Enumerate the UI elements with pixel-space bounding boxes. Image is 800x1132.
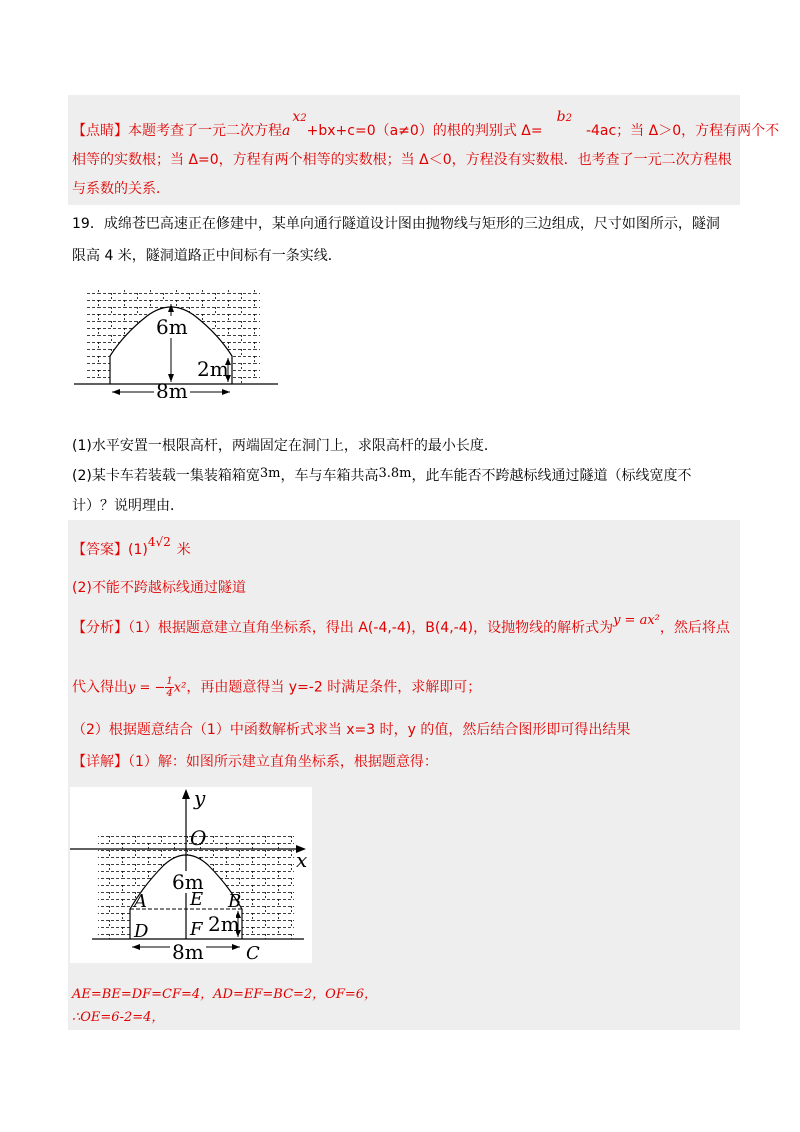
label-8m: 8m	[156, 379, 188, 398]
question-line-1: 19．成绵苍巴高速正在修建中，某单向通行隧道设计图由抛物线与矩形的三边组成，尺寸如图所示，隧洞	[72, 216, 720, 232]
label-6m: 6m	[156, 315, 188, 339]
label-F: F	[190, 919, 203, 940]
question-number: 19．	[72, 216, 104, 232]
label-2m: 2m	[197, 357, 229, 381]
label-O: O	[190, 826, 207, 850]
label-E: E	[190, 889, 204, 910]
tip-line-3: 与系数的关系．	[72, 181, 170, 197]
solution-block	[68, 520, 740, 1030]
label-x: x	[296, 848, 308, 872]
detail-line-3: ∴OE=6-2=4，	[72, 1010, 165, 1025]
detail-tag: 【详解】	[72, 754, 128, 770]
analysis-line-1: 【分析】（1）根据题意建立直角坐标系，得出 A(-4,-4)，B(4,-4)，设抛物线的解析式为y = ax²，然后将点	[72, 613, 730, 636]
label-y: y	[194, 787, 206, 810]
tip-line-2: 相等的实数根；当 Δ=0，方程有两个相等的实数根；当 Δ＜0，方程没有实数根．也考查了一元二次方程根	[72, 152, 732, 168]
label-2m: 2m	[208, 912, 240, 936]
tunnel-figure	[72, 286, 292, 398]
tip-tag: 【点睛】	[72, 123, 128, 139]
analysis-tag: 【分析】	[72, 620, 128, 636]
answer-line-2: (2)不能不跨越标线通过隧道	[72, 580, 246, 596]
label-6m: 6m	[172, 870, 204, 894]
label-D: D	[134, 921, 149, 942]
analysis-line-3: （2）根据题意结合（1）中函数解析式求当 x=3 时，y 的值，然后结合图形即可得出结果	[72, 722, 631, 738]
tip-block	[68, 95, 780, 205]
question-part-2: (2)某卡车若装载一集装箱箱宽3m，车与车箱共高3.8m，此车能否不跨越标线通过隧道（标线宽度不	[72, 466, 692, 484]
question-part-1: (1)水平安置一根限高杆，两端固定在洞门上，求限高杆的最小长度．	[72, 438, 498, 454]
analysis-line-2: 代入得出y = − $\frac{1}{4}$ x²，再由题意得当 y=-2 时满足条件，求解即可；	[72, 676, 482, 699]
question-line-2: 限高 4 米，隧洞道路正中间标有一条实线．	[72, 248, 342, 264]
answer-line-1: 【答案】(1)4√2 米	[72, 535, 191, 558]
detail-line-1: 【详解】（1）解：如图所示建立直角坐标系，根据题意得：	[72, 754, 438, 770]
coordinate-figure	[70, 787, 312, 963]
label-8m: 8m	[172, 940, 204, 963]
label-C: C	[246, 943, 260, 963]
answer-tag: 【答案】	[72, 542, 128, 558]
label-A: A	[134, 891, 147, 912]
tip-line-1: 【点睛】本题考查了一元二次方程$ax^2+bx+c=0(a\ne 0)$的根的判别式 $\Delta=b^2-4ac$；当 Δ＞0，方程有两个不	[72, 109, 780, 139]
label-B: B	[228, 891, 242, 912]
question-part-2-cont: 计）？说明理由．	[72, 498, 184, 514]
detail-line-2: AE=BE=DF=CF=4，AD=EF=BC=2，OF=6，	[72, 987, 378, 1002]
